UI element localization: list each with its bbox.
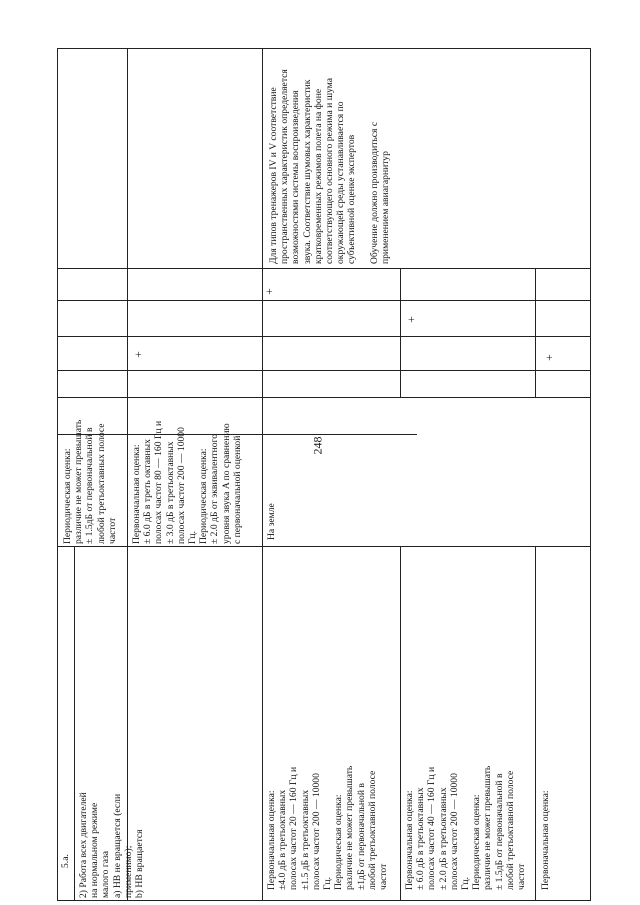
notes-line: Обучение должно производиться с: [368, 121, 380, 264]
criteria-lower-line: Гц.: [322, 876, 334, 890]
split-mark-2: [535, 268, 536, 398]
criteria-lower-line: частот: [516, 863, 528, 890]
criteria-lower-second: [404, 550, 527, 890]
criteria-lower-line: ±1.5 дБ в третьоктавных: [299, 789, 311, 890]
split-criteria-lower-2: [535, 546, 536, 901]
item-a-line-2: применимо);: [122, 845, 134, 898]
col-line-c7: [57, 268, 591, 269]
criteria-lower-line: Первоначальная оценка:: [266, 790, 277, 890]
col-line-c4: [57, 370, 591, 371]
criteria-lower-line: ±4.0 дБ в третьоктавных: [277, 789, 289, 890]
criteria-initial-line: ± 3.0 дБ в третьоктавных: [164, 441, 176, 544]
criteria-periodic: [62, 384, 118, 544]
criteria-initial-line: полосах частот 80 — 160 Гц и: [153, 420, 165, 544]
row-number: 5.a.: [60, 854, 71, 868]
criteria-lower-line: полосах частот 200 — 10000: [310, 773, 322, 890]
page-number: 248: [310, 436, 325, 455]
criteria-lower-line: ± 6.0 дБ в третьоктавных: [415, 787, 427, 890]
notes-line: соответствующего основного режима и шума: [324, 77, 336, 264]
criteria-lower-line: Периодическая оценка:: [471, 794, 483, 890]
criteria-periodic-line: частот: [106, 517, 118, 544]
criteria-lower-line: любой третьоктавной полосе: [366, 770, 378, 890]
notes-line: Для типов тренажеров IV и V соответствие: [268, 87, 279, 264]
check-mark: +: [261, 288, 276, 295]
notes-line: кратковременных режимов полета на фоне: [312, 88, 324, 264]
split-criteria-lower-1: [400, 546, 401, 901]
split-upper-cells: [127, 48, 128, 547]
criteria-lower-line: различие не может превышать: [344, 765, 356, 890]
item-a-line-1: a) HB не вращается (если: [111, 793, 123, 898]
criteria-lower-line: Первоначальная оценка:: [404, 790, 415, 890]
criteria-initial-line: с первоначальной оценкой: [231, 435, 243, 544]
check-mark: +: [130, 351, 145, 358]
criteria-lower-line: полосах частот 200 — 10000: [448, 773, 460, 890]
criteria-periodic-line: ± 1.5дБ от первоначальной в: [84, 427, 96, 544]
criteria-lower-line: ± 1.5дБ от первоначальной в: [493, 773, 505, 890]
table-border-right: [590, 48, 591, 901]
criteria-lower-third: [540, 550, 551, 890]
criteria-initial-line: Гц.: [187, 530, 199, 544]
criteria-initial-line: Периодическая оценка:: [198, 448, 210, 544]
item-title-line-2: на нормальном режиме: [89, 802, 101, 898]
criteria-initial-line: ± 6.0 дБ в треть октавных: [142, 439, 154, 544]
notes-cell: [268, 49, 391, 264]
criteria-lower-line: частот: [378, 863, 390, 890]
criteria-periodic-line: любой третьоктавных полосе: [95, 423, 107, 544]
criteria-initial-line: ± 2.0 дБ от эквивалентного: [209, 433, 221, 544]
notes-line: возможностями системы воспроизведения: [290, 90, 302, 264]
criteria-lower-line: любой третьоктавной полосе: [504, 770, 516, 890]
criteria-lower-line: Периодическая оценка:: [333, 794, 345, 890]
criteria-lower-line: Гц.: [460, 876, 472, 890]
criteria-initial-line: полосах частот 200 — 10000: [175, 427, 187, 544]
col-line-notes: [262, 48, 263, 268]
check-mark: +: [541, 354, 556, 361]
col-line-condition-1: [262, 434, 417, 435]
col-line-c6: [57, 300, 591, 301]
criteria-initial: [131, 384, 243, 544]
criteria-lower-line: полосах частот 40 — 160 Гц и: [426, 766, 438, 890]
notes-spacer: [358, 49, 369, 264]
notes-line: субъективной оценке экспертов: [346, 134, 358, 264]
table-border-bottom: [57, 900, 591, 901]
item-b-line-1: b) HB вращается: [134, 829, 146, 898]
criteria-initial-line: Первоначальная оценка:: [131, 444, 142, 544]
notes-line: окружающей среды устанавливается по: [335, 101, 347, 264]
criteria-lower-line: различие не может превышать: [482, 765, 494, 890]
col-line-number-item: [74, 546, 75, 901]
criteria-initial-line: уровня звука A по сравнению: [220, 423, 232, 544]
criteria-periodic-line: Периодическая оценка:: [62, 448, 73, 544]
criteria-lower-first: [266, 550, 389, 890]
item-title-line-3: малого газа: [100, 850, 112, 898]
split-mark-1: [400, 268, 401, 398]
row-divider-5a: [57, 546, 591, 547]
criteria-lower-line: ± 2.0 дБ в третьоктавных: [437, 787, 449, 890]
criteria-lower-line: полосах частот 20 — 160 Гц и: [288, 766, 300, 890]
col-line-c5: [57, 336, 591, 337]
criteria-lower-line: ±1дБ от первоначальной в: [355, 783, 367, 890]
criteria-lower-line: Первоначальная оценка:: [540, 790, 551, 890]
table-border-left: [57, 48, 58, 901]
item-text: [78, 553, 145, 898]
notes-line: пространственных характеристик определяется: [279, 69, 291, 264]
criteria-periodic-line: различие не может превышать: [73, 419, 85, 544]
notes-line: звука. Соответствие шумовых характеристик: [301, 79, 313, 264]
item-title-line-1: 2) Работа всех двигателей: [78, 792, 89, 898]
check-mark: +: [403, 316, 418, 323]
condition-text: На земле: [266, 503, 277, 540]
notes-line: применением авиагарнитур: [379, 151, 391, 264]
